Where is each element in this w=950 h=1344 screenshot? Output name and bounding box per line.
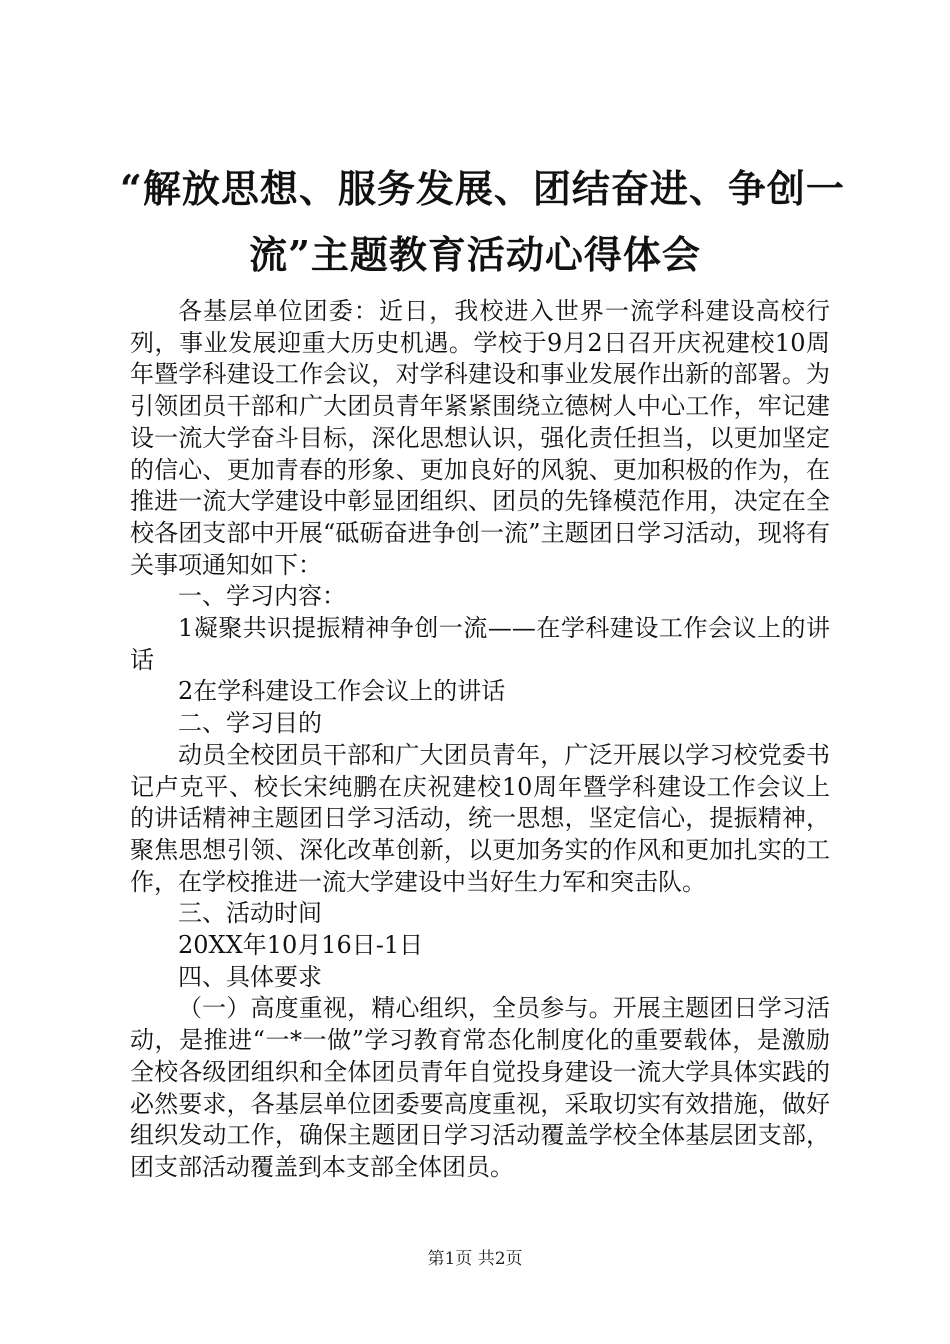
paragraph-purpose: 动员全校团员干部和广大团员青年，广泛开展以学习校党委书记卢克平、校长宋纯鹏在庆祝建校10周年暨学科建设工作会议上的讲话精神主题团日学习活动，统一思想，坚定信心，提振精神，聚焦思想引领、深化改革创新，以更加务实的作风和更加扎实的工作，在学校推进一流大学建设中当好生力军和突击队。	[130, 740, 830, 896]
paragraph-activity-time: 20XX年10月16日-1日	[178, 931, 424, 960]
document-title-line-2: 流”主题教育活动心得体会	[249, 232, 701, 277]
section-heading-study-content: 一、学习内容：	[178, 582, 346, 611]
list-item-study-2: 2在学科建设工作会议上的讲话	[178, 677, 506, 706]
list-item-study-1: 1凝聚共识提振精神争创一流——在学科建设工作会议上的讲话	[130, 614, 830, 674]
page-footer: 第1页 共2页	[427, 1249, 523, 1269]
paragraph-requirement-1: （一）高度重视，精心组织，全员参与。开展主题团日学习活动，是推进“一*一做”学习教育常态化制度化的重要载体，是激励全校各级团组织和全体团员青年自觉投身建设一流大学具体实践的必然要求，各基层单位团委要高度重视，采取切实有效措施，做好组织发动工作，确保主题团日学习活动覆盖学校全体基层团支部，团支部活动覆盖到本支部全体团员。	[130, 994, 830, 1181]
section-heading-requirements: 四、具体要求	[178, 962, 322, 991]
section-heading-activity-time: 三、活动时间	[178, 899, 322, 928]
paragraph-intro: 各基层单位团委：近日，我校进入世界一流学科建设高校行列，事业发展迎重大历史机遇。学校于9月2日召开庆祝建校10周年暨学科建设工作会议，对学科建设和事业发展作出新的部署。为引领团员干部和广大团员青年紧紧围绕立德树人中心工作，牢记建设一流大学奋斗目标，深化思想认识，强化责任担当，以更加坚定的信心、更加青春的形象、更加良好的风貌、更加积极的作为，在推进一流大学建设中彰显团组织、团员的先锋模范作用，决定在全校各团支部中开展“砥砺奋进争创一流”主题团日学习活动，现将有关事项通知如下：	[130, 297, 830, 579]
document-title-line-1: “解放思想、服务发展、团结奋进、争创一	[120, 166, 845, 211]
section-heading-study-purpose: 二、学习目的	[178, 709, 322, 738]
document-body	[130, 296, 830, 1184]
